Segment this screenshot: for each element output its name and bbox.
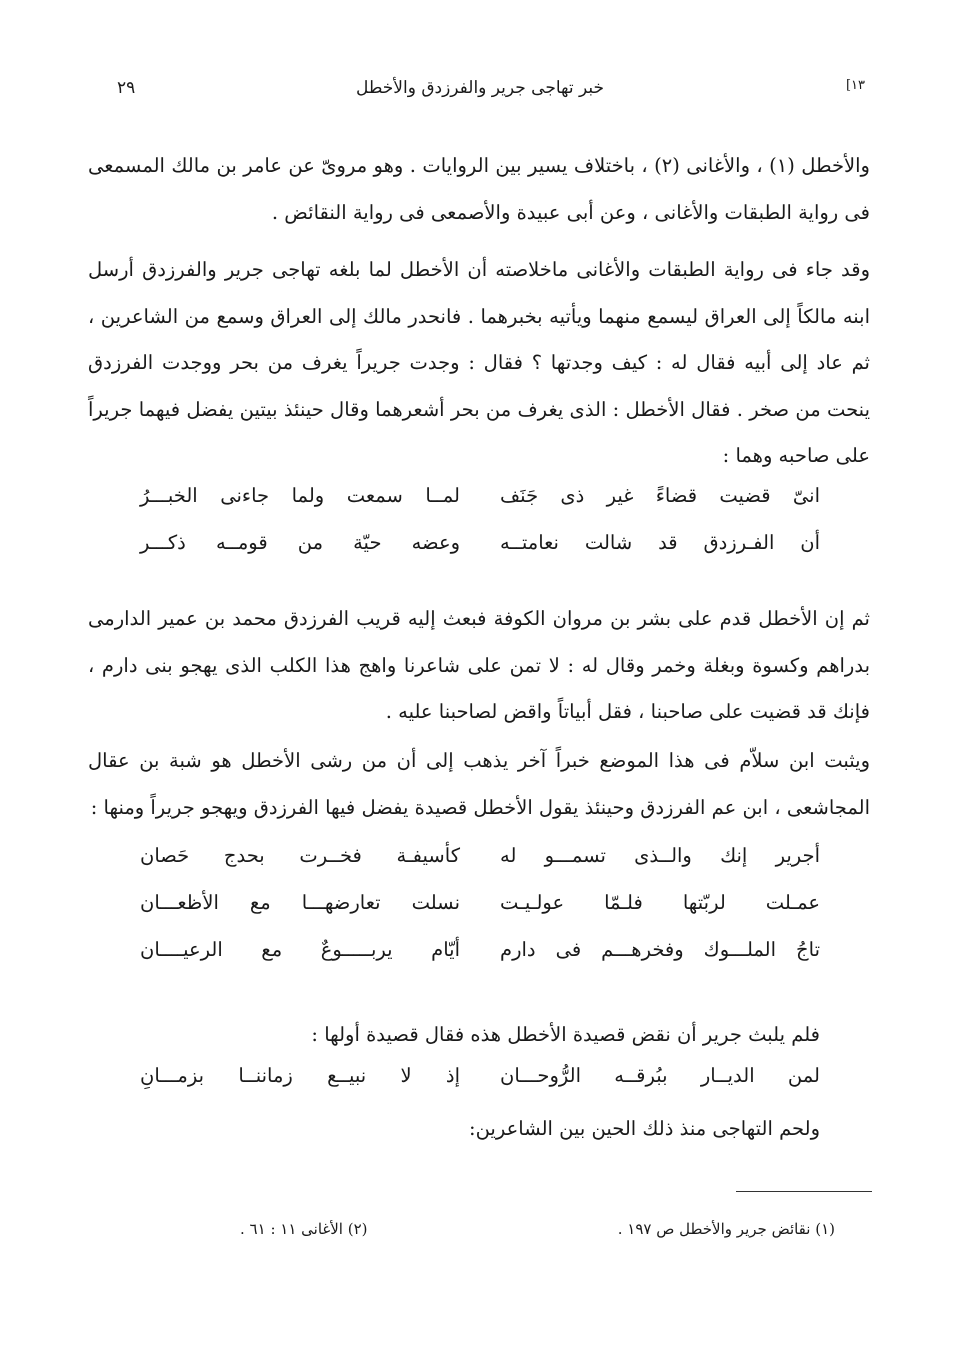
verse-line xyxy=(140,484,820,531)
verse-line xyxy=(140,844,820,891)
paragraph-4: ويثبت ابن سلاّم فى هذا الموضع خبراً آخر يذهب إلى أن من رشى الأخطل هو شبة بن عقال المجاشعى ، ابن عم الفرزدق وحينئذ يقول الأخطل قصيدة يفضل فيها الفرزدق ويهجو جريراً ومنها : xyxy=(88,749,870,819)
paragraph-1: والأخطل (١) ، والأغانى (٢) ، باختلاف يسير بين الروايات . وهو مروىّ عن عامر بن مالك المسمعى فى رواية الطبقات والأغانى ، وعن أبى عبيدة والأصمعى فى رواية النقائض . xyxy=(88,154,870,224)
verse-line xyxy=(140,531,820,578)
footnote-2: (٢) الأغانى ١١ : ٦١ . xyxy=(240,1220,368,1238)
paragraph-3: ثم إن الأخطل قدم على بشر بن مروان الكوفة فبعث إليه قريب الفرزدق محمد بن عمير الدارمى بدراهم وكسوة وبغلة وخمر وقال له : لا تمن على شاعرنا واهج هذا الكلب الذى يهجو بنى دارم ، فإنك قد قضيت على صاحبنا ، فقل أبياتاً واقض لصاحبنا عليه . xyxy=(88,607,870,723)
verse-second-hemistich: أيّام يربـــــوعٌ مع الرعيــــان xyxy=(140,938,460,961)
footnotes xyxy=(240,1220,835,1250)
paragraph-2: وقد جاء فى رواية الطبقات والأغانى ماخلاصته أن الأخطل لما بلغه تهاجى جرير والفرزدق أرسل ابنه مالكاً إلى العراق ليسمع منهما ويأتيه بخبرهما . فانحدر مالك إلى العراق وسمع من الشاعرين ، ثم عاد إلى أبيه فقال له : كيف وجدتها ؟ فقال : وجدت جريراً يغرف من بحر ووجدت الفرزدق ينحت من صخر . فقال الأخطل : الذى يغرف من بحر أشعرهما وقال حينئذ بيتين يفضل فيهما جريراً على صاحبه وهما : xyxy=(88,258,870,467)
verse-first-hemistich: لمن الديــار ببُرقــه الرُّوحـــان xyxy=(500,1064,820,1087)
verse-second-hemistich: وعضه حيّة من قومــه ذكـــر xyxy=(140,531,460,554)
verse-group-2 xyxy=(140,844,820,985)
running-header xyxy=(95,78,865,108)
running-title: خبر تهاجى جرير والفرزدق والأخطل xyxy=(355,78,605,98)
original-page-marker: [١٣ xyxy=(845,78,865,93)
paragraph-5: فلم يلبث جرير أن نقض قصيدة الأخطل هذه فقال قصيدة أولها : xyxy=(311,1023,820,1046)
verse-group-3 xyxy=(140,1064,820,1111)
verse-first-hemistich: عمـلت لربّتها فلـمّا عولـيـت xyxy=(500,891,820,914)
verse-second-hemistich: كأسيفـة فخــرت بحدج حَصان xyxy=(140,844,460,867)
verse-second-hemistich: إذ لا نبيــع زماننــا بزمـــانِ xyxy=(140,1064,460,1087)
verse-first-hemistich: انىّ قضيت قضاءً غير ذى جَنَف xyxy=(500,484,820,507)
verse-second-hemistich: نسلت تعارضهـــا مع الأظعـــان xyxy=(140,891,460,914)
verse-line xyxy=(140,938,820,985)
verse-line xyxy=(140,1064,820,1111)
footnote-divider xyxy=(736,1191,872,1192)
footnote-1: (١) نقائض جرير والأخطل ص ١٩٧ . xyxy=(617,1220,835,1238)
verse-first-hemistich: تاجُ الملـــوك وفخرهـــم فى دارم xyxy=(500,938,820,961)
verse-second-hemistich: لمــا سمعت ولما جاءنى الخبـــرُ xyxy=(140,484,460,507)
verse-first-hemistich: أن الفـرزدق قد شالت نعامتــه xyxy=(500,531,820,554)
verse-group-1 xyxy=(140,484,820,578)
verse-first-hemistich: أجرير إنك والــذى تسمـــو له xyxy=(500,844,820,867)
paragraph-6: ولحم التهاجى منذ ذلك الحين بين الشاعرين: xyxy=(469,1117,820,1140)
verse-line xyxy=(140,891,820,938)
page-number: ٢٩ xyxy=(117,78,136,98)
